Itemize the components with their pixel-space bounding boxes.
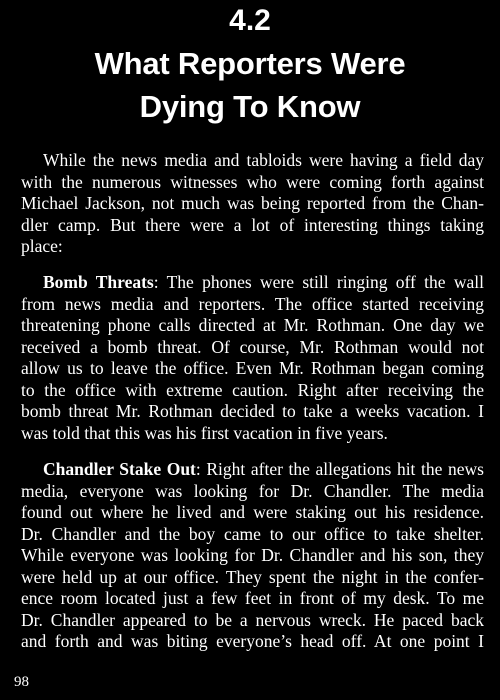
chapter-title-line-1: What Reporters Were bbox=[94, 46, 406, 81]
text-line: was told that this was his first vacation in five years. bbox=[21, 422, 388, 443]
section-lead-term: Bomb Threats bbox=[43, 272, 154, 292]
text-line: dler camp. But there were a lot of interesting things taking bbox=[21, 214, 484, 235]
text-line: threatening phone calls directed at Mr. Rothman. One day we bbox=[21, 315, 484, 335]
text-line: bomb threat Mr. Rothman decided to take a weeks vacation. I bbox=[21, 401, 484, 421]
page-number: 98 bbox=[14, 674, 29, 690]
text-line: from news media and reporters. The office started receiving bbox=[21, 293, 484, 314]
text-line: While the news media and tabloids were having a field day bbox=[43, 150, 484, 170]
text-line: ence room located just a few feet in front of my desk. To me bbox=[21, 588, 484, 608]
intro-paragraph bbox=[21, 150, 484, 258]
text-line: and forth and was biting everyone’s head off. At one point I bbox=[21, 631, 484, 651]
text-line bbox=[21, 459, 484, 481]
bomb-threats-paragraph bbox=[21, 272, 484, 444]
text-line: found out where he lived and were staking out his residence. bbox=[21, 502, 484, 522]
text-line: received a bomb threat. Of course, Mr. Rothman would not bbox=[21, 336, 484, 357]
text-line: with the numerous witnesses who were coming forth against bbox=[21, 171, 484, 192]
text-line: place: bbox=[21, 236, 63, 256]
text-line: While everyone was looking for Dr. Chandler and his son, they bbox=[21, 545, 484, 565]
text-line: media, everyone was looking for Dr. Chandler. The media bbox=[21, 480, 484, 501]
text-line: to the office with extreme caution. Right after receiving the bbox=[21, 379, 484, 400]
chapter-title-line-2: Dying To Know bbox=[139, 89, 361, 124]
chapter-number: 4.2 bbox=[229, 4, 271, 37]
text-line: Dr. Chandler appeared to be a nervous wreck. He paced back bbox=[21, 609, 484, 630]
section-lead-term: Chandler Stake Out bbox=[43, 459, 196, 479]
text-line: Dr. Chandler and the boy came to our office to take shelter. bbox=[21, 523, 484, 544]
text-line: Michael Jackson, not much was being reported from the Chan- bbox=[21, 193, 484, 213]
chandler-stake-out-paragraph bbox=[21, 459, 484, 653]
lead-line-rest: : Right after the allegations hit the news bbox=[195, 459, 484, 479]
text-line: were held up at our office. They spent the night in the confer- bbox=[21, 566, 484, 587]
text-line bbox=[21, 272, 484, 294]
text-line: allow us to leave the office. Even Mr. Rothman began coming bbox=[21, 358, 484, 378]
lead-line-rest: : The phones were still ringing off the wall bbox=[153, 272, 484, 292]
